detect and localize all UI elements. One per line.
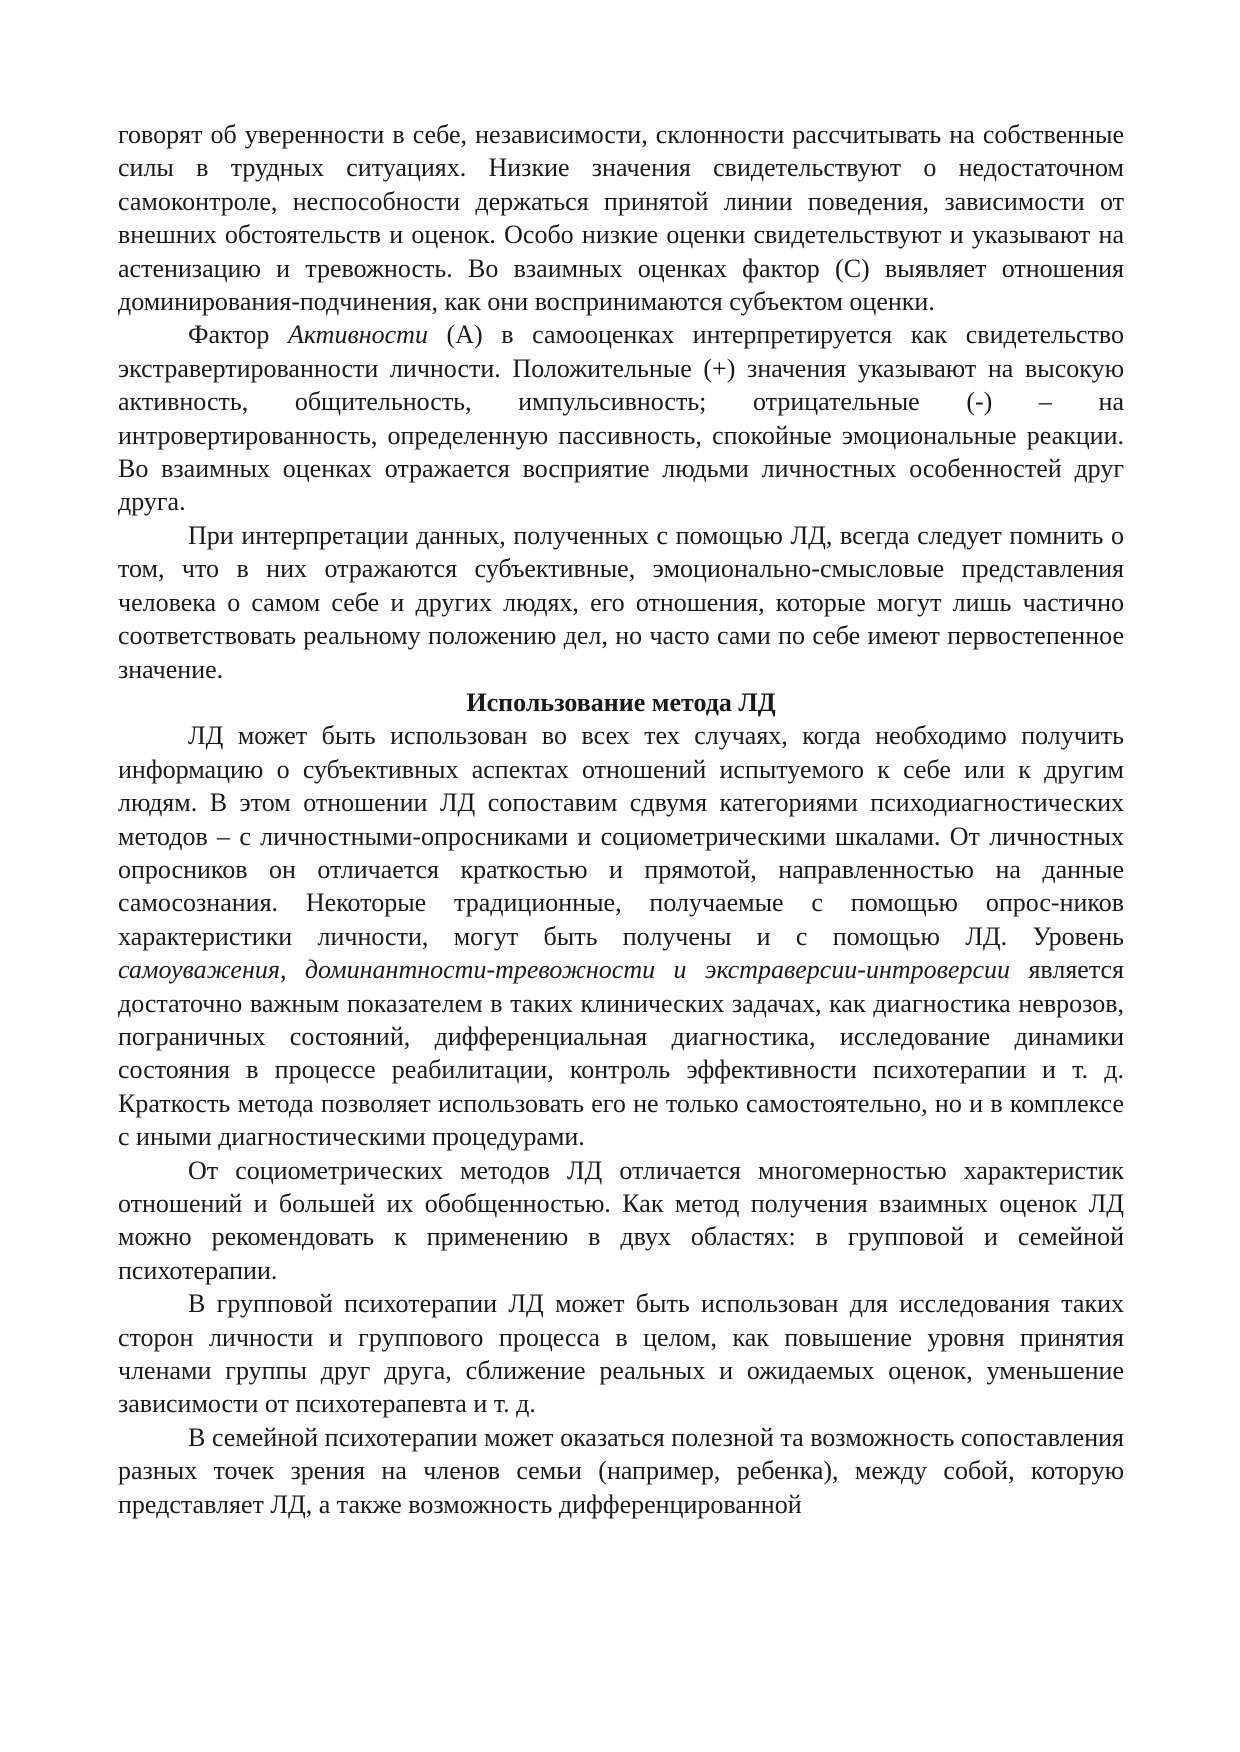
paragraph-4-italic-terms: самоуважения, доминантности-тревожности и экстраверсии-интроверсии: [118, 955, 1011, 985]
paragraph-2-before: Фактор: [188, 320, 288, 350]
document-body: [118, 118, 1124, 1521]
paragraph-6: [118, 1287, 1124, 1421]
paragraph-4: [118, 719, 1124, 1153]
paragraph-4-before: ЛД может быть использован во всех тех случаях, когда необходимо получить информацию о субъективных аспектах отношений испытуемого к себе или к другим людям. В этом отношении ЛД сопоставим сдвумя категориями психодиагностических методов – с личностными-опросниками и социометрическими шкалами. От личностных опросников он отличается краткостью и прямотой, направленностью на данные самосознания. Некоторые традиционные, получаемые с помощью опрос-ников характеристики личности, могут быть получены и с помощью ЛД. Уровень: [118, 721, 1124, 951]
paragraph-1-text: говорят об уверенности в себе, независимости, склонности рассчитывать на собственные силы в трудных ситуациях. Низкие значения свидетельствуют о недостаточном самоконтроле, неспособности держаться принятой линии поведения, зависимости от внешних обстоятельств и оценок. Особо низкие оценки свидетельствуют и указывают на астенизацию и тревожность. Во взаимных оценках фактор (С) выявляет отношения доминирования-подчинения, как они воспринимаются субъектом оценки.: [118, 120, 1124, 317]
section-heading: Использование метода ЛД: [466, 687, 776, 717]
paragraph-6-text: В групповой психотерапии ЛД может быть использован для исследования таких сторон личности и группового процесса в целом, как повышение уровня принятия членами группы друг друга, сближение реальных и ожидаемых оценок, уменьшение зависимости от психотерапевта и т. д.: [118, 1289, 1124, 1419]
paragraph-5-text: От социометрических методов ЛД отличается многомерностью характеристик отношений и большей их обобщенностью. Как метод получения взаимных оценок ЛД можно рекомендовать к применению в двух областях: в групповой и семейной психотерапии.: [118, 1155, 1124, 1285]
paragraph-1: [118, 118, 1124, 318]
paragraph-2-italic-term: Активности: [287, 320, 428, 350]
paragraph-3-text: При интерпретации данных, полученных с помощью ЛД, всегда следует помнить о том, что в них отражаются субъективные, эмоционально-смысловые представления человека о самом себе и других людях, его отношения, которые могут лишь частично соответствовать реальному положению дел, но часто сами по себе имеют первостепенное значение.: [118, 520, 1124, 684]
paragraph-4-after: является достаточно важным показателем в таких клинических задачах, как диагностика неврозов, пограничных состояний, дифференциальная диагностика, исследование динамики состояния в процессе реабилитации, контроль эффективности психотерапии и т. д. Краткость метода позволяет использовать его не только самостоятельно, но и в комплексе с иными диагностическими процедурами.: [118, 955, 1125, 1152]
paragraph-2-after: (А) в самооценках интерпретируется как свидетельство экстравертированности личности. Положительные (+) значения указывают на высокую активность, общительность, импульсивность; отрицательные (-) – на интровертированность, определенную пассивность, спокойные эмоциональные реакции. Во взаимных оценках отражается восприятие людьми личностных особенностей друг друга.: [118, 320, 1124, 517]
paragraph-7-text: В семейной психотерапии может оказаться полезной та возможность сопоставления разных точек зрения на членов семьи (например, ребенка), между собой, которую представляет ЛД, а также возможность дифференцированной: [118, 1422, 1124, 1519]
paragraph-3: [118, 519, 1124, 686]
paragraph-2: [118, 318, 1124, 518]
paragraph-5: [118, 1154, 1124, 1288]
paragraph-7: [118, 1421, 1124, 1521]
